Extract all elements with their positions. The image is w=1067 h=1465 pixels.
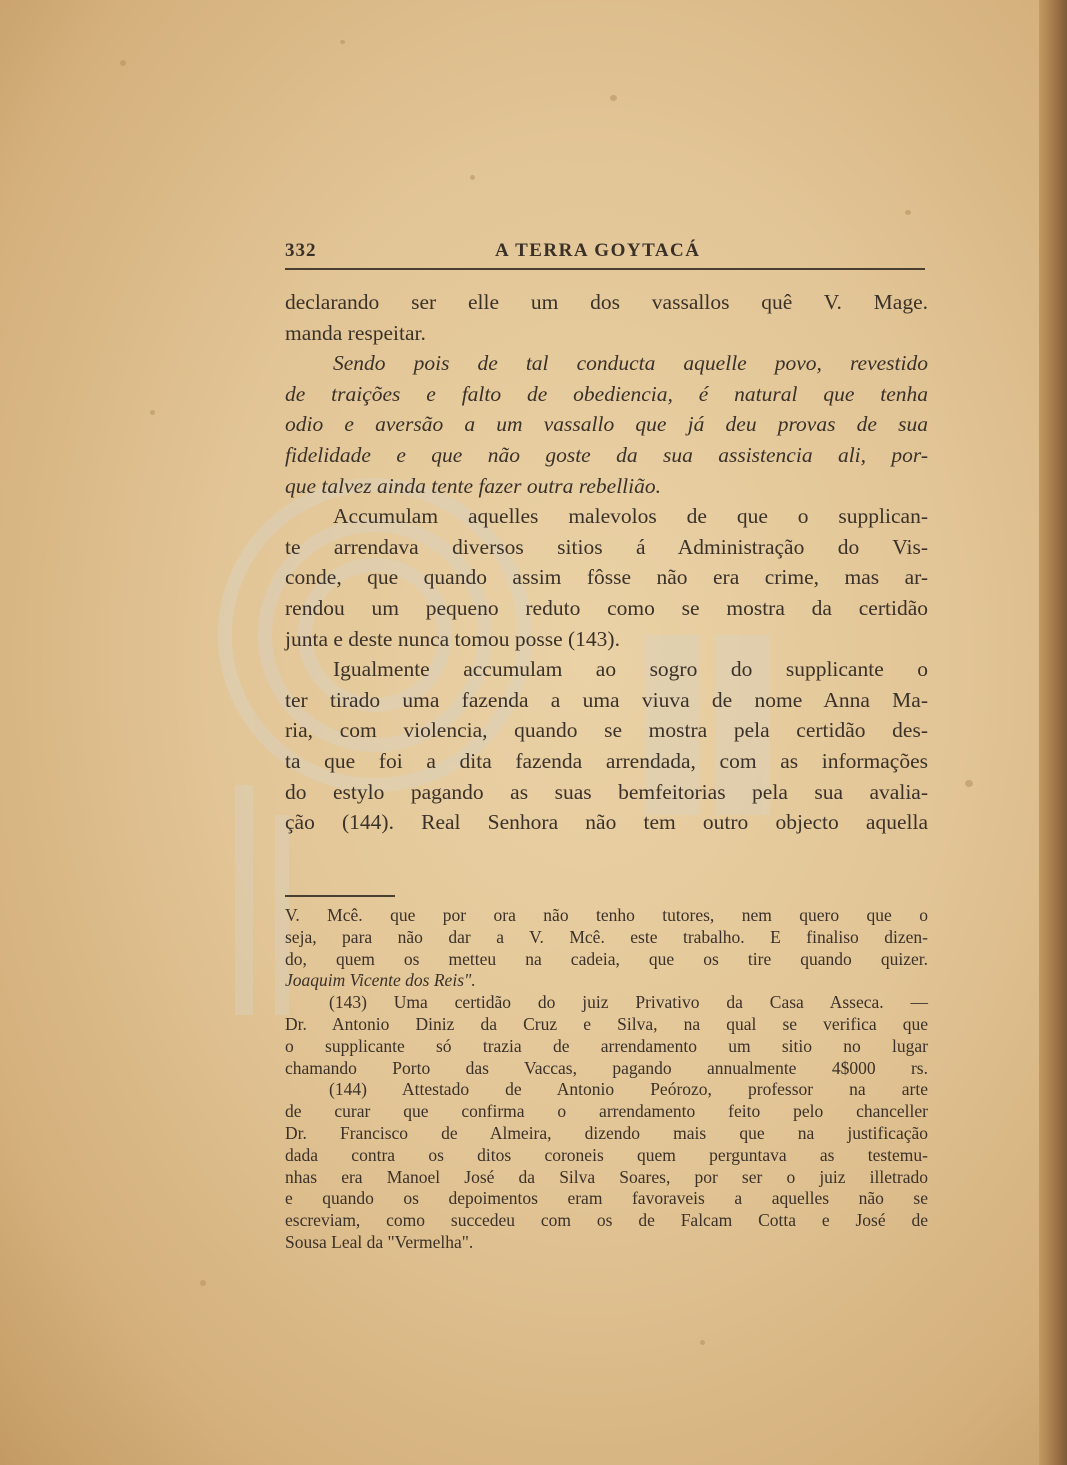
text-line: rendou um pequeno reduto como se mostra da certidão <box>285 595 928 620</box>
text-line: ção (144). Real Senhora não tem outro objecto aquella <box>285 810 928 835</box>
text-line: do estylo pagando as suas bemfeitorias pela sua avalia- <box>285 779 928 804</box>
text-line: junta e deste nunca tomou posse (143). <box>285 626 620 651</box>
running-title: A TERRA GOYTACÁ <box>495 240 701 261</box>
text-line: Sendo pois de tal conducta aquelle povo, revestido <box>333 351 928 376</box>
footnotes <box>285 905 928 1254</box>
footnote-line: nhas era Manoel José da Silva Soares, por ser o juiz illetrado <box>285 1166 928 1187</box>
text-line: ter tirado uma fazenda a uma viuva de nome Anna Ma- <box>285 687 928 712</box>
paper-speck <box>905 210 911 215</box>
paper-speck <box>200 1280 206 1286</box>
footnote-rule <box>285 895 395 897</box>
text-line: te arrendava diversos sitios á Administração do Vis- <box>285 534 928 559</box>
text-line: conde, que quando assim fôsse não era crime, mas ar- <box>285 565 928 590</box>
text-line: fidelidade e que não goste da sua assistencia ali, por- <box>285 442 928 467</box>
paper-speck <box>610 95 617 101</box>
footnote-line: de curar que confirma o arrendamento feito pelo chanceller <box>285 1101 928 1122</box>
paper-speck <box>470 175 475 180</box>
text-line: de traições e falto de obediencia, é natural que tenha <box>285 381 928 406</box>
footnote-line: Sousa Leal da "Vermelha". <box>285 1231 474 1252</box>
footnote-line: (144) Attestado de Antonio Peórozo, professor na arte <box>329 1079 928 1100</box>
paper-speck <box>965 780 973 787</box>
footnote-line: Dr. Antonio Diniz da Cruz e Silva, na qual se verifica que <box>285 1013 928 1034</box>
main-text <box>285 287 928 838</box>
footnote-line: escreviam, como succedeu com os de Falcam Cotta e José de <box>285 1210 928 1231</box>
footnote-line: do, quem os metteu na cadeia, que os tire quando quizer. <box>285 948 928 969</box>
running-header <box>285 238 925 270</box>
text-line: que talvez ainda tente fazer outra rebellião. <box>285 473 661 498</box>
page-edge <box>1039 0 1067 1465</box>
text-line: Accumulam aquelles malevolos de que o supplican- <box>333 504 928 529</box>
footnote-line: Joaquim Vicente dos Reis". <box>285 970 476 991</box>
text-line: declarando ser elle um dos vassallos quê V. Mage. <box>285 290 928 314</box>
text-line: Igualmente accumulam ao sogro do supplicante o <box>333 657 928 682</box>
paper-speck <box>340 40 345 44</box>
footnote-line: (143) Uma certidão do juiz Privativo da Casa Asseca. — <box>329 992 928 1013</box>
paper-speck <box>700 1340 705 1345</box>
paper-speck <box>120 60 126 66</box>
footnote-line: seja, para não dar a V. Mcê. este trabalho. E finaliso dizen- <box>285 926 928 947</box>
paper-speck <box>150 410 155 415</box>
text-line: ria, com violencia, quando se mostra pela certidão des- <box>285 718 928 743</box>
footnote-line: V. Mcê. que por ora não tenho tutores, nem quero que o <box>285 905 928 925</box>
footnote-line: e quando os depoimentos eram favoraveis a aquelles não se <box>285 1188 928 1209</box>
text-line: manda respeitar. <box>285 320 426 345</box>
text-line: ta que foi a dita fazenda arrendada, com as informações <box>285 748 928 773</box>
footnote-line: chamando Porto das Vaccas, pagando annualmente 4$000 rs. <box>285 1057 928 1078</box>
footnote-line: dada contra os ditos coroneis quem perguntava as testemu- <box>285 1144 928 1165</box>
footnote-line: Dr. Francisco de Almeira, dizendo mais que na justificação <box>285 1122 928 1143</box>
footnote-line: o supplicante só trazia de arrendamento um sitio no lugar <box>285 1035 928 1056</box>
text-line: odio e aversão a um vassallo que já deu provas de sua <box>285 412 928 437</box>
page-number: 332 <box>285 240 317 261</box>
